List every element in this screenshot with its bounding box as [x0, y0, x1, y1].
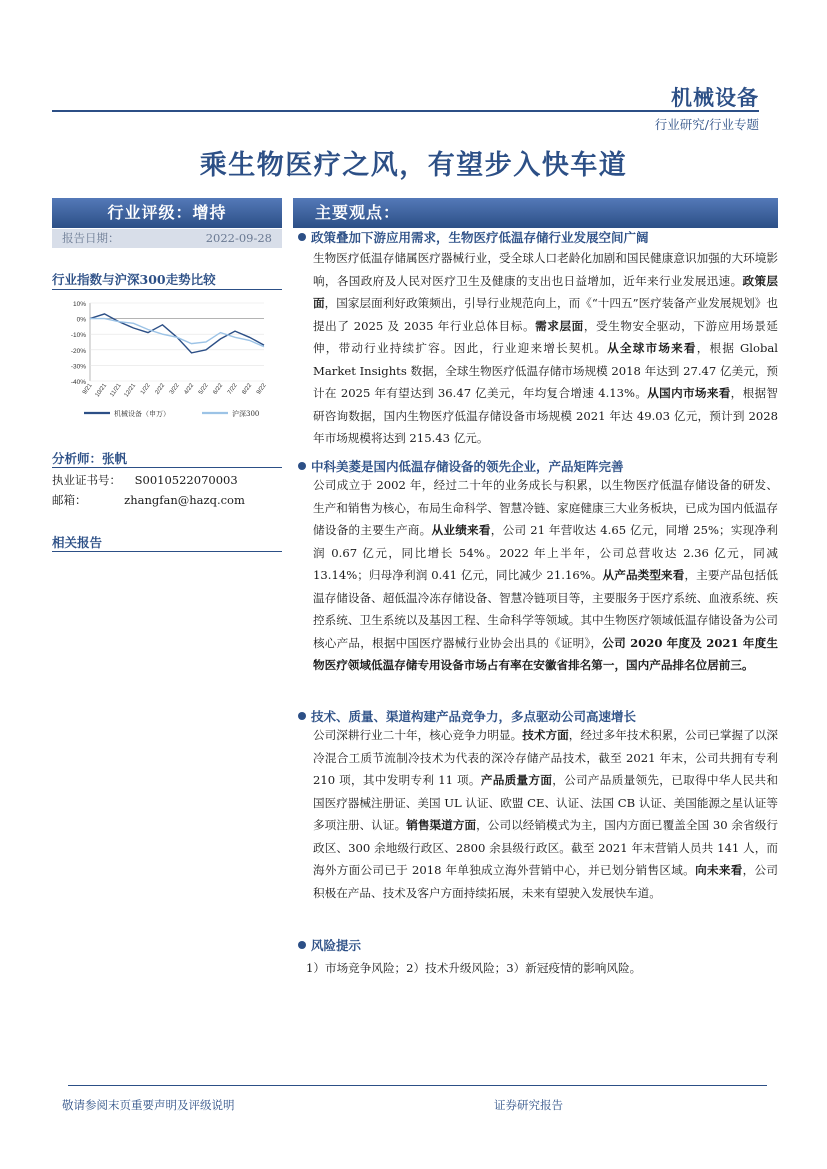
point-4-body: 1）市场竞争风险；2）技术升级风险；3）新冠疫情的影响风险。 — [306, 961, 642, 975]
point-1-title: 政策叠加下游应用需求，生物医疗低温存储行业发展空间广阔 — [298, 228, 778, 246]
chart-x-tick-label: 4/22 — [183, 382, 196, 396]
chart-y-tick-label: 10% — [72, 301, 86, 308]
chart-legend-label: 沪深300 — [232, 410, 260, 418]
chart-x-tick-label: 5/22 — [198, 382, 210, 396]
header-rule — [52, 110, 759, 112]
footer-report-label: 证券研究报告 — [494, 1098, 563, 1112]
chart-x-tick-label: 12/21 — [123, 382, 138, 399]
chart-y-tick-label: 0% — [76, 316, 86, 324]
chart-x-tick-label: 6/22 — [212, 382, 225, 396]
chart-x-tick-label: 2/22 — [154, 382, 167, 396]
point-2-body: 公司成立于 2002 年，经过二十年的业务成长与积累，以生物医疗低温存储设备的研发、生产和销售为核心，布局生命科学、智慧冷链、家庭健康三大业务板块，已成为国内低温存储设备的主要生产商。从业绩来看，公司 21 年营收达 4.65 亿元，同增 25%；实现净利润 0.67 亿元，同比增长 54%。2022 年上半年，公司总营收达 2.36 亿元，同减 13.14%；归母净利润 0.41 亿元，同比减少 21.16%。从产品类型来看，主要产品包括低温存储设备、超低温冷冻存储设备、智慧冷链项目等，主要服务于医疗系统、血液系统、疾控系统、卫生系统以及基因工程、生命科学等领域。其中生物医疗领域低温存储设备为公司核心产品，根据中国医疗器械行业协会出具的《证明》，公司 2020 年度及 2021 年度生物医疗领域低温存储专用设备市场占有率在安徽省排名第一，国内产品排名位居前三。 — [313, 478, 778, 672]
point-2-title: 中科美菱是国内低温存储设备的领先企业，产品矩阵完善 — [298, 457, 778, 475]
cert-value: S0010522070003 — [134, 473, 238, 487]
index-comparison-chart — [52, 293, 282, 428]
bullet-dot-icon — [298, 462, 306, 470]
related-reports-heading: 相关报告 — [52, 535, 103, 550]
rating-banner: 行业评级：增持 — [52, 198, 282, 228]
chart-y-tick-label: -30% — [70, 363, 86, 371]
chart-heading: 行业指数与沪深300走势比较 — [52, 272, 216, 287]
bullet-dot-icon — [298, 941, 306, 949]
analyst-heading-rule — [52, 467, 282, 468]
bullet-dot-icon — [298, 233, 306, 241]
footer-disclaimer[interactable]: 敬请参阅末页重要声明及评级说明 — [62, 1098, 235, 1112]
chart-y-tick-label: -10% — [70, 332, 86, 340]
cert-label: 执业证书号： — [52, 473, 121, 487]
report-title: 乘生物医疗之风，有望步入快车道 — [199, 150, 628, 181]
footer-rule — [68, 1085, 767, 1086]
chart-x-tick-label: 9/22 — [256, 382, 268, 396]
point-3-title: 技术、质量、渠道构建产品竞争力，多点驱动公司高速增长 — [298, 707, 778, 725]
email-value[interactable]: zhangfan@hazq.com — [124, 493, 245, 507]
chart-legend-label: 机械设备（申万） — [114, 410, 170, 418]
report-date-label: 报告日期： — [62, 231, 120, 245]
chart-x-tick-label: 7/22 — [227, 382, 239, 396]
header-category: 机械设备 — [671, 85, 759, 110]
related-reports-rule — [52, 551, 282, 552]
chart-y-tick-label: -20% — [70, 347, 86, 355]
point-1-body: 生物医疗低温存储属医疗器械行业，受全球人口老龄化加剧和国民健康意识加强的大环境影响，各国政府及人民对医疗卫生及健康的支出也日益增加，近年来行业发展迅速。政策层面，国家层面利好政策频出，引导行业规范向上，而《“十四五”医疗装备产业发展规划》也提出了 2025 及 2035 年行业总体目标。需求层面，受生物安全驱动，下游应用场景延伸，带动行业持续扩容。因此，行业迎来增长契机。从全球市场来看，根据 Global Market Insights 数据，全球生物医疗低温存储市场规模 2018 年达到 27.47 亿美元，预计在 2025 年有望达到 36.47 亿美元，年均复合增速 4.13%。从国内市场来看，根据智研咨询数据，国内生物医疗低温存储设备市场规模 2021 年达 49.03 亿元，预计到 2028 年市场规模将达到 215.43 亿元。 — [313, 251, 778, 445]
email-label: 邮箱： — [52, 493, 87, 507]
report-date-value: 2022-09-28 — [205, 231, 272, 245]
report-date-row — [52, 229, 282, 248]
chart-x-tick-label: 11/21 — [109, 382, 123, 399]
point-3-body: 公司深耕行业二十年，核心竞争力明显。技术方面，经过多年技术积累，公司已掌握了以深冷混合工质节流制冷技术为代表的深冷存储产品技术，截至 2021 年末，公司共拥有专利 210 项，其中发明专利 11 项。产品质量方面，公司产品质量领先，已取得中华人民共和国医疗器械注册证、美国 UL 认证、欧盟 CE、认证、法国 CB 认证、美国能源之星认证等多项注册、认证。销售渠道方面，公司以经销模式为主，国内方面已覆盖全国 30 余省级行政区、300 余地级行政区、2800 余县级行政区。截至 2021 年末营销人员共 141 人，而海外方面公司已于 2018 年单独成立海外营销中心，并已划分销售区域。向未来看，公司积极在产品、技术及客户方面持续拓展，未来有望驶入发展快车道。 — [313, 728, 778, 900]
chart-x-tick-label: 3/22 — [169, 382, 181, 396]
chart-x-tick-label: 10/21 — [94, 382, 109, 399]
chart-x-tick-label: 9/21 — [82, 382, 94, 396]
analyst-heading: 分析师：张帆 — [52, 451, 128, 466]
chart-x-tick-label: 8/22 — [241, 382, 254, 396]
chart-heading-rule — [52, 289, 282, 290]
email-row — [52, 492, 245, 508]
chart-y-tick-label: -40% — [70, 379, 86, 386]
cert-row — [52, 472, 238, 488]
main-points-banner: 主要观点： — [293, 198, 778, 228]
chart-series-line — [90, 314, 264, 353]
bullet-dot-icon — [298, 712, 306, 720]
chart-x-tick-label: 1/22 — [140, 382, 152, 396]
point-4-title: 风险提示 — [298, 936, 778, 954]
header-report-type: 行业研究/行业专题 — [654, 117, 759, 132]
